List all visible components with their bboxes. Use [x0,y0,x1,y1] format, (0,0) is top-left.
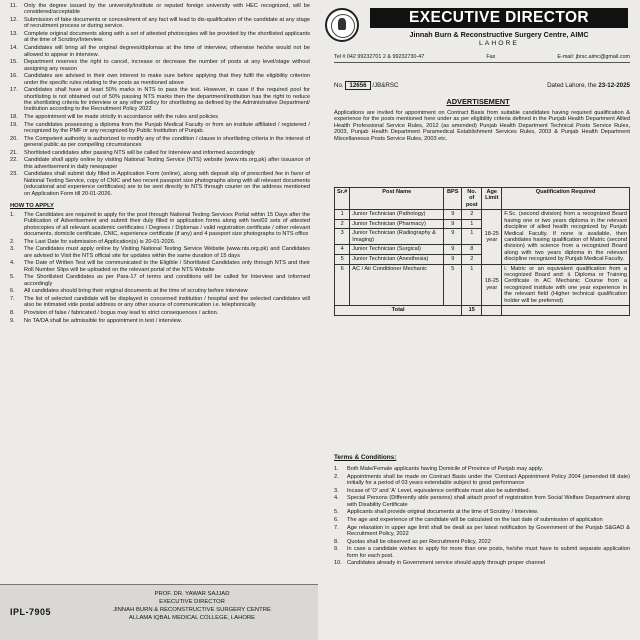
clause-item-number: 18. [10,114,18,121]
terms-item-text: The age and experience of the candidate will be calculated on the last date of submission of application [347,516,603,523]
date-value: 23-12-2025 [598,82,630,89]
clause-item-text: Submission of fake documents or concealment of any fact will lead to dis-qualification of the candidate at any stage of recruitment process or during service. [24,17,310,30]
cell-sr: 3 [335,229,350,245]
clause-item-number: 16. [10,73,18,80]
clause-item-text: Complete original documents along with a set of attested photocopies will be provided by the shortlisted applicants at the time of Scrutiny/Interview. [24,31,310,44]
cell-post-name: Junior Technician (Anesthesia) [350,255,444,265]
terms-item-number: 9. [334,546,339,553]
clause-item [10,87,310,113]
total-empty-qualification [502,306,630,315]
cell-qualification: F.Sc. (second division) from a recognized Board having one or two years diploma in the relevant discipline of allied health recognized by Punjab Medical Faculty. If none is available, then candidates having qualification of Matric (second division) with science from a recognized Board along with two years diploma in the relevant discipline recognized by Punjab Medical Faculty. [502,210,630,264]
clause-item-text: Candidates will bring all the original degrees/diplomas at the time of interview, otherwise he/she would not be allowed to appear in interview. [24,45,310,58]
how-to-apply-item [10,318,310,324]
posts-table-body [335,210,630,315]
cell-bps: 9 [444,219,462,229]
terms-item [334,488,630,494]
how-to-apply-item [10,274,310,287]
column-header-bps: BPS [444,188,462,210]
clause-item-number: 19. [10,121,18,128]
cell-age-limit: 18-25 year [482,264,502,306]
page-title: EXECUTIVE DIRECTOR [370,8,628,28]
cell-sr: 1 [335,210,350,220]
how-to-apply-item [10,288,310,294]
clause-item-text: Candidates are advised in their own interest to make sure before applying that they fulfil the eligibility criterion under the specific rules relating to the posts as mentioned above [24,73,310,86]
how-to-apply-item-number: 9. [10,317,15,324]
clause-item [10,136,310,149]
advertisement-intro: Applications are invited for appointment on Contract Basis from suitable candidates having required qualification & experience for the posts mentioned here under as per eligibility criteria defined in the Punjab Health Department Allied Health Professional Service Rules, 2012 (as amended) Punjab Health Department Technical Posts Service Rules, 2003, Punjab Health Department Paramedical Establishment Services Rules, 2003 & Punjab Health Department Miscellaneous Posts Service Rules, 2003 etc. [334,110,630,142]
cell-number-of-posts: 8 [462,245,482,255]
cell-bps: 9 [444,210,462,220]
posts-table [334,187,630,316]
terms-item [334,560,630,566]
cell-sr: 5 [335,255,350,265]
reference-row [334,82,630,89]
cell-post-name: Junior Technician (Surgical) [350,245,444,255]
reference-number [334,82,398,89]
left-column [10,3,310,577]
total-value: 15 [462,306,482,315]
cell-qualification: i. Matric or an equivalent qualification from a recognized Board and: ii. Diploma or Training Certificate in AC Mechanic Course from a recognized institute with one year experience in the relevant field (Higher technical qualification holder will be preferred) [502,264,630,306]
terms-item-text: Quotas shall be observed as per Recruitment Policy, 2022 [347,538,491,545]
clause-item [10,171,310,197]
clause-item [10,157,310,170]
total-empty-age [482,306,502,315]
cell-number-of-posts: 1 [462,229,482,245]
how-to-apply-item-number: 8. [10,309,15,316]
cell-sr: 4 [335,245,350,255]
how-to-apply-list [10,212,310,324]
email: E-mail: jbrsc.aimc@gmail.com [557,54,630,60]
cell-bps: 9 [444,255,462,265]
clause-item-text: Shortlisted candidates after passing NTS will be called for Interview and informed accordingly [24,149,255,156]
cell-bps: 5 [444,264,462,306]
cell-post-name: Junior Technician (Radiography & Imaging) [350,229,444,245]
terms-item-number: 5. [334,509,339,516]
terms-item [334,517,630,523]
terms-list [334,466,630,568]
terms-item-number: 2. [334,473,339,480]
clause-item-number: 13. [10,31,18,38]
clause-item-number: 11. [10,3,18,9]
ipl-number: IPL-7905 [10,607,52,617]
terms-heading: Terms & Conditions: [334,454,397,461]
cell-number-of-posts: 1 [462,219,482,229]
clause-item [10,45,310,58]
clause-item-number: 22. [10,157,18,164]
table-row [335,264,630,306]
institution-name: Jinnah Burn & Reconstructive Surgery Centre, AIMC [409,30,589,39]
terms-item [334,466,630,472]
how-to-apply-item-number: 1. [10,211,15,218]
reference-date [547,82,630,89]
signatory-institution: JINNAH BURN & RECONSTRUCTIVE SURGERY CENTRE [113,606,271,613]
how-to-apply-item [10,310,310,316]
terms-item-text: Appointments shall be made on Contract Basis under the 'Contract Appointment Policy 2004 (amended till date) initially for a period of 03 years extendable subject to good performance [347,473,630,487]
how-to-apply-item [10,239,310,245]
column-header-post: Post Name [350,188,444,210]
terms-item-text: Special Persons (Differently able persons) shall attach proof of registration from Social Welfare Department along with Disability Certificate [347,495,630,508]
clause-item-text: The candidates possessing a diploma from the Punjab Medical Faculty or from an institute affiliated / registered / recognized by the PMF or any recognized by Public Institution of Punjab. [24,121,310,135]
clause-item [10,17,310,30]
how-to-apply-heading: HOW TO APPLY [10,203,54,210]
column-header-age: Age Limit [482,188,502,210]
terms-item [334,509,630,515]
clause-item-number: 20. [10,135,18,142]
reference-label: No. [334,82,344,89]
terms-item [334,474,630,487]
clause-item [10,73,310,86]
clause-item-text: The appointment will be made strictly in accordance with the rules and policies [24,114,219,121]
terms-item-text: Incase of 'O' and 'A' Level, equivalence certificate must also be submitted. [347,487,531,494]
terms-item-text: Age relaxation in upper age limit shall be dealt as per latest notification by Government of the Punjab S&GAD & Recruitment Policy, 2022 [347,524,630,537]
clause-item-text: Department reserves the right to cancel, increase or decrease the number of posts at any level/stage without assigning any reason [24,59,310,72]
table-total-row [335,306,630,315]
how-to-apply-item-text: The Last Date for submission of Application(s) is 20-01-2026. [24,238,176,245]
contact-row [334,54,630,63]
how-to-apply-item-text: No TA/DA shall be admissible for appointment in test / interview. [24,317,183,324]
clause-item [10,31,310,44]
clause-item-number: 23. [10,171,18,178]
clause-item-number: 21. [10,149,18,156]
terms-item-number: 8. [334,538,339,545]
clause-item [10,114,310,120]
clause-item-text: Candidate shall apply online by visiting National Testing Service (NTS) website (www.nts.org.pk) after issuance of this advertisement in daily newspaper [24,157,310,170]
clause-item [10,3,310,16]
clause-item-text: The Competent authority is authorized to modify any of the condition / clause in shortlisting criteria in the interest of general public as per compelling circumstances [24,135,310,149]
reference-suffix: /JB&RSC [372,82,399,89]
footer-signature-block [0,584,318,640]
how-to-apply-item-number: 3. [10,246,15,253]
how-to-apply-item-text: The Shortlisted Candidates as per Para-17 of terms and conditions will be called for Interview and informed accordingly [24,274,310,287]
terms-item-number: 3. [334,487,339,494]
reference-value: 12656 [345,81,370,90]
clause-item-number: 12. [10,17,18,24]
cell-bps: 9 [444,245,462,255]
terms-item-text: Applicants shall provide original documents at the time of Scrutiny / Interview. [347,509,539,516]
column-header-no: No. of post [462,188,482,210]
terms-item [334,525,630,538]
cell-post-name: AC / Air Conditioner Mechanic [350,264,444,306]
cell-age-limit: 18-25 year [482,210,502,264]
terms-item-number: 1. [334,466,339,472]
clause-item-number: 17. [10,87,18,94]
terms-item-number: 7. [334,524,339,531]
how-to-apply-item [10,260,310,273]
how-to-apply-item-text: The Candidates are required to apply for the post through National Testing Services Portal within 15 Days after the Publication of Advertisement and submit their duly filled in application forms along with two/02 sets of attested photocopies of all relevant academic certificates / Degrees / Diplomas / valid registration certificate / other relevant documents, domicile certificate, CNIC, experience certificate (if any) and 4 passport size photographs to NTS office [24,211,310,237]
how-to-apply-item-text: The Candidates must apply online by Visiting National Testing Service Website (www.nts.org.pk) and Candidates are advised to Visit the NTS official site for updates within the same duration of 15 days [24,246,310,259]
how-to-apply-item-text: All candidates should bring their original documents at the time of scrutiny before interview [24,288,248,295]
how-to-apply-item-text: The list of selected candidate will be displayed in concerned institution / hospital and the selected candidates will also be intimated vide postal address or any other source of communication i.e. telephonically [24,295,310,309]
terms-item-text: In case a candidate wishes to apply for more than one posts, he/she must have to submit separate application form for each post. [347,546,630,559]
how-to-apply-item-text: Provision of false / fabricated / bogus may lead to strict consequences / action. [24,309,219,316]
clause-item-text: Only the degree issued by the university/institute or reputed foreign university with HEC recognized, will be considered/acceptable [24,3,310,16]
how-to-apply-item-text: The Date of Written Test will be communicated to the Eligible / Shortlisted Candidates only through NTS and their Roll Number Slips will be uploaded on the relevant portal of the NTS Website [24,260,310,273]
terms-item [334,495,630,508]
terms-item [334,539,630,545]
terms-item-number: 4. [334,495,339,502]
date-label: Dated Lahore, the [547,82,597,89]
institution-logo-icon [325,8,359,42]
how-to-apply-item [10,296,310,309]
cell-number-of-posts: 2 [462,255,482,265]
clause-item [10,150,310,156]
clause-item [10,122,310,135]
city-name: LAHORE [479,40,519,47]
right-column [322,0,634,640]
table-header-row [335,188,630,210]
how-to-apply-item-number: 6. [10,288,15,295]
terms-item [334,546,630,559]
clause-item-number: 14. [10,45,18,52]
cell-post-name: Junior Technician (Pharmacy) [350,219,444,229]
terms-item-text: Candidates already in Government service should apply through proper channel [347,560,546,567]
cell-sr: 2 [335,219,350,229]
how-to-apply-item-number: 7. [10,295,15,302]
terms-item-number: 10. [334,560,342,567]
signatory-name: PROF. DR. YAWAR SAJJAD [154,591,230,597]
clause-item [10,59,310,72]
cell-number-of-posts: 1 [462,264,482,306]
signatory-designation: EXECUTIVE DIRECTOR [159,598,225,605]
cell-post-name: Junior Technician (Pathology) [350,210,444,220]
how-to-apply-item [10,212,310,238]
column-header-sr: Sr.# [335,188,350,210]
signatory [72,591,312,623]
cell-sr: 6 [335,264,350,306]
advertisement-heading: ADVERTISEMENT [446,97,510,106]
terms-item-text: Both Male/Female applicants having Domicile of Province of Punjab may apply. [347,466,544,472]
left-clause-list [10,3,310,197]
signatory-college: ALLAMA IQBAL MEDICAL COLLEGE, LAHORE [128,614,256,621]
table-row [335,210,630,220]
clause-item-text: Candidates shall have at least 50% marks in NTS to pass the test. However, in case if the required pool for shortlisting is not obtained out of 50% passing NTS marks then the department/institution has the right to reduce the shortlisting criteria for interview or any other policy for shortlisting as defined by the Administrative Department/ Institution according to the Recruitment Policy 2022 [24,87,310,113]
cell-number-of-posts: 2 [462,210,482,220]
column-header-qualification: Qualification Required [502,188,630,210]
total-label: Total [335,306,462,315]
cell-bps: 9 [444,229,462,245]
how-to-apply-item-number: 4. [10,260,15,267]
how-to-apply-item-number: 5. [10,274,15,281]
fax: Fax [486,54,496,60]
how-to-apply-item [10,246,310,259]
clause-item-number: 15. [10,59,18,66]
clause-item-text: Candidates shall submit duly filled in Application Form (online), along with deposit slip of prescribed fee in favor of National Testing Service, copy of CNIC and two recent passport size photographs along with all relevant documents (educational and experience certificates) are to be sent directly to NTS through courier on the address mentioned on Application Form till 20-01-2026. [24,171,310,197]
how-to-apply-item-number: 2. [10,238,15,245]
terms-item-number: 6. [334,516,339,523]
telephone: Tel # 042 99232701 2 & 99232730-47 [334,54,425,60]
